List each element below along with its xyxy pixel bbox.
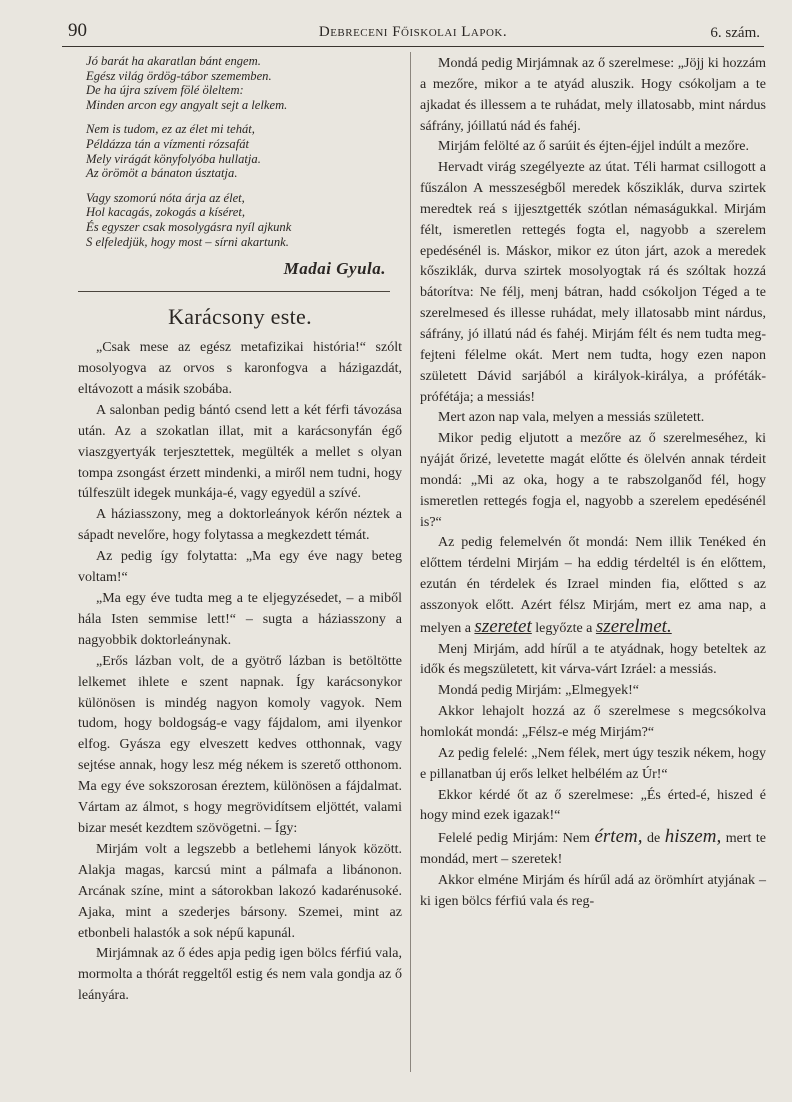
page-header	[62, 20, 764, 47]
left-column	[78, 54, 402, 1007]
paragraph: Mirjám volt a legszebb a betlehemi lányok között. Alakja magas, karcsú mint a pálmafa a libánonon. Arcának színe, mint a sátorokban lakozó kadarénusoké. Ajaka, mint a szederjes bársony. Szemei, mint az etbonbeli halastók a sok népű kapunál.	[78, 841, 402, 941]
paragraph: A háziasszony, meg a doktorleányok kérőn néztek a sápadt nevelőre, hogy folytassa a megkezdett témát.	[78, 507, 402, 544]
paragraph: Az pedig felelé: „Nem félek, mert úgy teszik nékem, hogy e pillanatban új erős lelket helbélém az Úr!“	[420, 745, 766, 782]
paragraph: Mondá pedig Mirjámnak az ő szerelmese: „Jöjj ki hozzám a mezőre, mikor a te atyád aluszik. Hogy csókoljam a te ajkadat és illessem a te ruhádat, mely illatosabb, mint nárdus sáfrány, jóillatú nád és fahéj.	[420, 56, 766, 134]
text-run: Felelé pedig Mirjám: Nem	[438, 831, 590, 847]
text-run: Az pedig felemelvén őt mondá: Nem illik Tenéked én előttem térdelni Mirjám – ha eddig térdeltél is én előttem, ezután én térdelek és Izrael minden fia, előtted s az asszonyok előtt. Azért félsz Mirjám, mert ez ama nap, a melyen a	[420, 535, 766, 636]
paragraph: Az pedig így folytatta: „Ma egy éve nagy beteg voltam!“	[78, 549, 402, 586]
poem-line: Az örömöt a bánaton úsztatja.	[86, 166, 238, 181]
poem-line: S elfeledjük, hogy most – sírni akartunk.	[86, 234, 289, 249]
paragraph: Mondá pedig Mirjám: „Elmegyek!“	[438, 683, 639, 699]
paragraph: „Erős lázban volt, de a gyötrő lázban is betöltötte lelkemet ihlete e szent napnak. Így karácsonykor különösen is mindég nagyon komoly vagyok. Nem tudom, hogy boldogság-e vagy fájdalom, ami ilyenkor elfog. Gyásza egy elveszett kedves otthonnak, vagy sejtése annak, hogy lesz még nékem is szerető otthonom. Ma egy éve sokszorosan éreztem, különösen a fájdalmat. Vártam az álmot, s hogy megrövidítsem eljöttét, valami bizar mesét kezdtem szövögetni. – Így:	[78, 653, 402, 836]
paragraph: Menj Mirjám, add hírűl a te atyádnak, hogy beteltek az idők és megszületett, kit várva-várt Izráel: a messiás.	[420, 641, 766, 678]
right-column	[420, 54, 766, 913]
poem-line: Hol kacagás, zokogás a kíséret,	[86, 205, 246, 220]
poem-line: Jó barát ha akaratlan bánt engem.	[86, 54, 261, 68]
poem-line: Minden arcon egy angyalt sejt a lelkem.	[86, 97, 288, 112]
paragraph	[420, 533, 766, 639]
paragraph: „Csak mese az egész metafizikai história!“ szólt mosolyogva az orvos s karonfogva a házigazdát, eltávozott a másik szobába.	[78, 340, 402, 397]
poem-line: Mely virágát könyfolyóba hullatja.	[86, 151, 261, 166]
paragraph: Mirjám felölté az ő sarúit és éjten-éjjel indúlt a mezőre.	[438, 139, 749, 155]
paragraph: Mert azon nap vala, melyen a messiás született.	[438, 410, 705, 426]
paragraph: Ekkor kérdé őt az ő szerelmese: „És érted-é, hiszed é hogy mind ezek igazak!“	[420, 787, 766, 824]
paragraph: Akkor elméne Mirjám és hírűl adá az örömhírt atyjának – ki igen bölcs férfiú vala és reg-	[420, 872, 766, 909]
article-body-right	[420, 54, 766, 913]
poem-author: Madai Gyula.	[283, 259, 386, 279]
paragraph: „Ma egy éve tudta meg a te eljegyzésedet, – a miből hála Isten semmise lett!“ – sugta a háziasszony a nagyobbik doktorleánynak.	[78, 591, 402, 648]
paragraph: Mirjámnak az ő édes apja pedig igen bölcs férfiú vala, mormolta a thórát reggeltől estig és nem vala gondja az ő leányára.	[78, 946, 402, 1004]
poem-line: Példázza tán a vízmenti rózsafát	[86, 136, 250, 151]
paragraph: Mikor pedig eljutott a mezőre az ő szerelmeséhez, ki nyáját őrizé, levetette magát előtte és ölelvén annak térdeit mondá: „Mi az oka, hogy a te rabszolganőd fél, hogy ismeretlen rettegés fogja el, nagyobb a szerelem epedésénél is?“	[420, 431, 766, 530]
poem-line: Vagy szomorú nóta árja az élet,	[86, 190, 245, 205]
text-run: legyőzte a	[535, 620, 593, 636]
poem	[78, 54, 402, 249]
emphasis-szeretet: szeretet	[474, 615, 532, 637]
page-number: 90	[68, 20, 87, 41]
paragraph: A salonban pedig bántó csend lett a két férfi távozása után. Az a szokatlan illat, mit a karácsonyfán égő viaszgyertyák terjesztettek, megülték a mellet s olyan tompa zsongást érzett mindenki, a miről nem tudni, hogy túlfeszült idegek munkája-é, vagy egyedül a szívé.	[78, 402, 402, 502]
section-divider	[78, 291, 390, 292]
emphasis-szerelmet: szerelmet.	[595, 615, 672, 637]
poem-line: Egész világ ördög-tábor szememben.	[86, 68, 272, 83]
poem-line: És egyszer csak mosolygásra nyíl ajkunk	[86, 219, 292, 234]
paragraph	[420, 827, 766, 871]
poem-stanza-2	[86, 122, 402, 180]
column-divider	[410, 52, 411, 1072]
paragraph: Akkor lehajolt hozzá az ő szerelmese s megcsókolva homlokát mondá: „Félsz-e még Mirjám?“	[420, 704, 766, 740]
issue-number: 6. szám.	[710, 25, 760, 41]
text-run: mert te mondád, mert – szeretek!	[420, 831, 767, 868]
paragraph: Hervadt virág szegélyezte az útat. Téli harmat csillogott a fűszálon A messzeségből meredek kősziklák, durva szirtek meredtek reá s ijjesztgették szótlan némaságukkal. Mirjám félt, ismeretlen rettegés fogta el, nagyobb a szerelem epedésénél is. Máskor, mikor ez úton járt, azok a meredek kősziklák, durva szirtek mosolyogtak rá és szóltak hozzá bátorítva: Ne félj, menj bátran, hadd csókoljon Téged a te szerelmesed és illesse ruhádat, mely illatosabb mint nárdus, sáfrány, jó illatú nád és fahéj. Mirjám félt és nem tudta megfejteni félelme okát. Mert nem tudta, hogy ezen napon született Dávid sarjából a királyok-királya, a próféták-prófétája; a messiás!	[420, 160, 766, 405]
article-body-left	[78, 338, 402, 1007]
text-run: de	[647, 831, 661, 847]
poem-stanza-3	[86, 191, 402, 249]
emphasis-hiszem: hiszem,	[664, 826, 722, 848]
article-title: Karácsony este.	[168, 304, 312, 330]
poem-line: De ha újra szívem fölé öleltem:	[86, 83, 244, 98]
publication-title: Debreceni Főiskolai Lapok.	[318, 24, 508, 40]
poem-line: Nem is tudom, ez az élet mi tehát,	[86, 122, 255, 137]
poem-stanza-1	[86, 54, 402, 112]
emphasis-ertem: értem,	[594, 826, 643, 848]
